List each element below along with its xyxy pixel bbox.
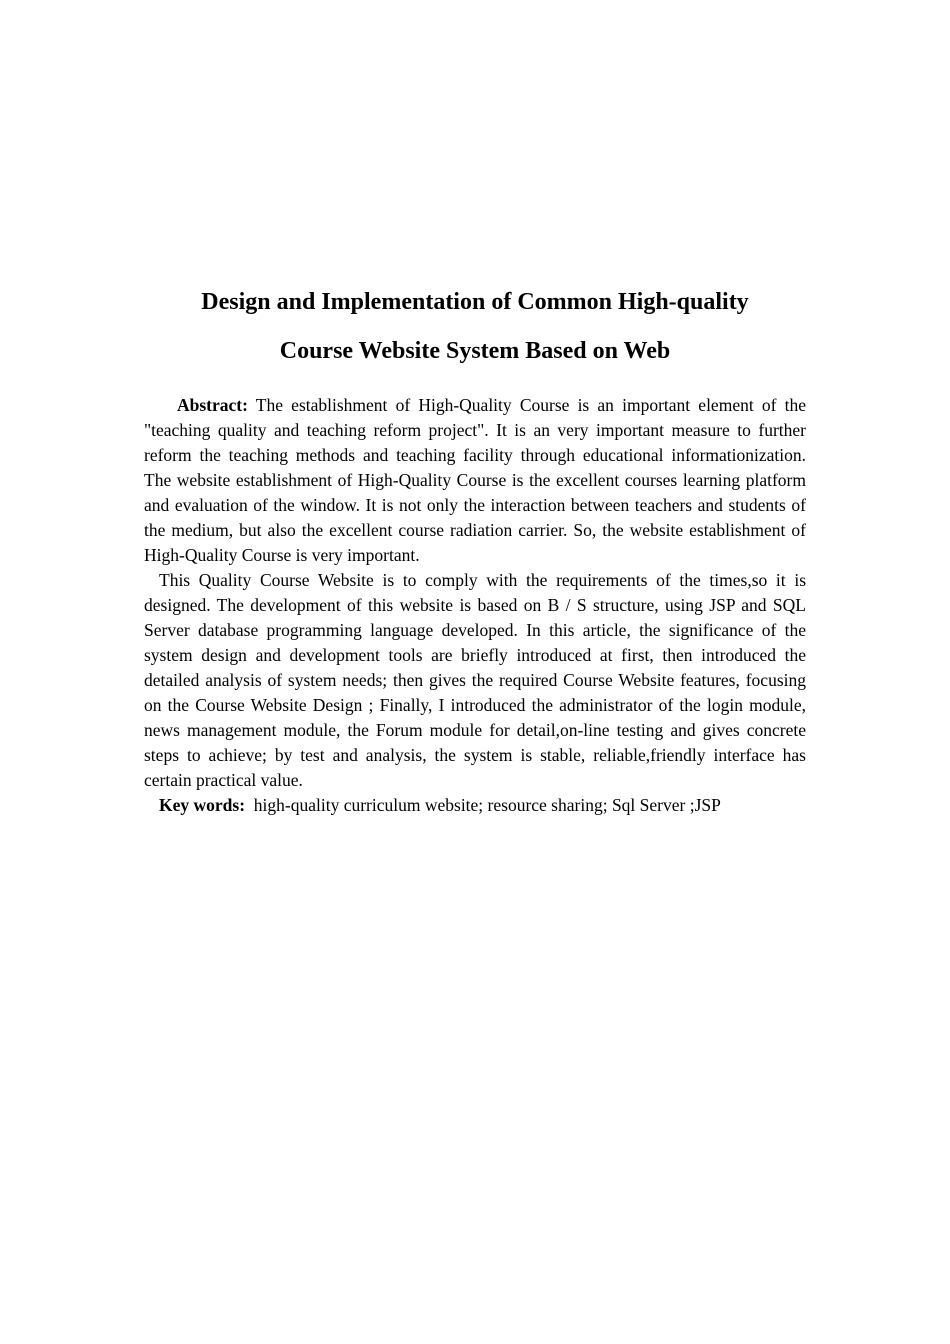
- abstract-paragraph-1-text: The establishment of High-Quality Course is an important element of the "teaching quality and teaching reform project". It is an very important measure to further reform the teaching methods and teaching facility through educational informationization. The website establishment of High-Quality Course is the excellent courses learning platform and evaluation of the window. It is not only the interaction between teachers and students of the medium, but also the excellent course radiation carrier. So, the website establishment of High-Quality Course is very important.: [144, 395, 806, 565]
- paper-title: [0, 278, 950, 376]
- abstract-paragraph-2: This Quality Course Website is to comply with the requirements of the times,so it is designed. The development of this website is based on B / S structure, using JSP and SQL Server database programming language developed. In this article, the significance of the system design and development tools are briefly introduced at first, then introduced the detailed analysis of system needs; then gives the required Course Website features, focusing on the Course Website Design ; Finally, I introduced the administrator of the login module, news management module, the Forum module for detail,on-line testing and gives concrete steps to achieve; by test and analysis, the system is stable, reliable,friendly interface has certain practical value.: [144, 570, 806, 790]
- title-line-2: Course Website System Based on Web: [279, 338, 671, 364]
- keywords-text: high-quality curriculum website; resource sharing; Sql Server ;JSP: [245, 795, 721, 815]
- keywords-label: Key words:: [159, 795, 246, 815]
- abstract-paragraph-1: [144, 393, 806, 568]
- abstract-label: Abstract:: [177, 395, 248, 415]
- abstract-section: [144, 393, 806, 818]
- title-line-1: Design and Implementation of Common High-quality: [201, 289, 749, 315]
- keywords-line: [144, 793, 806, 818]
